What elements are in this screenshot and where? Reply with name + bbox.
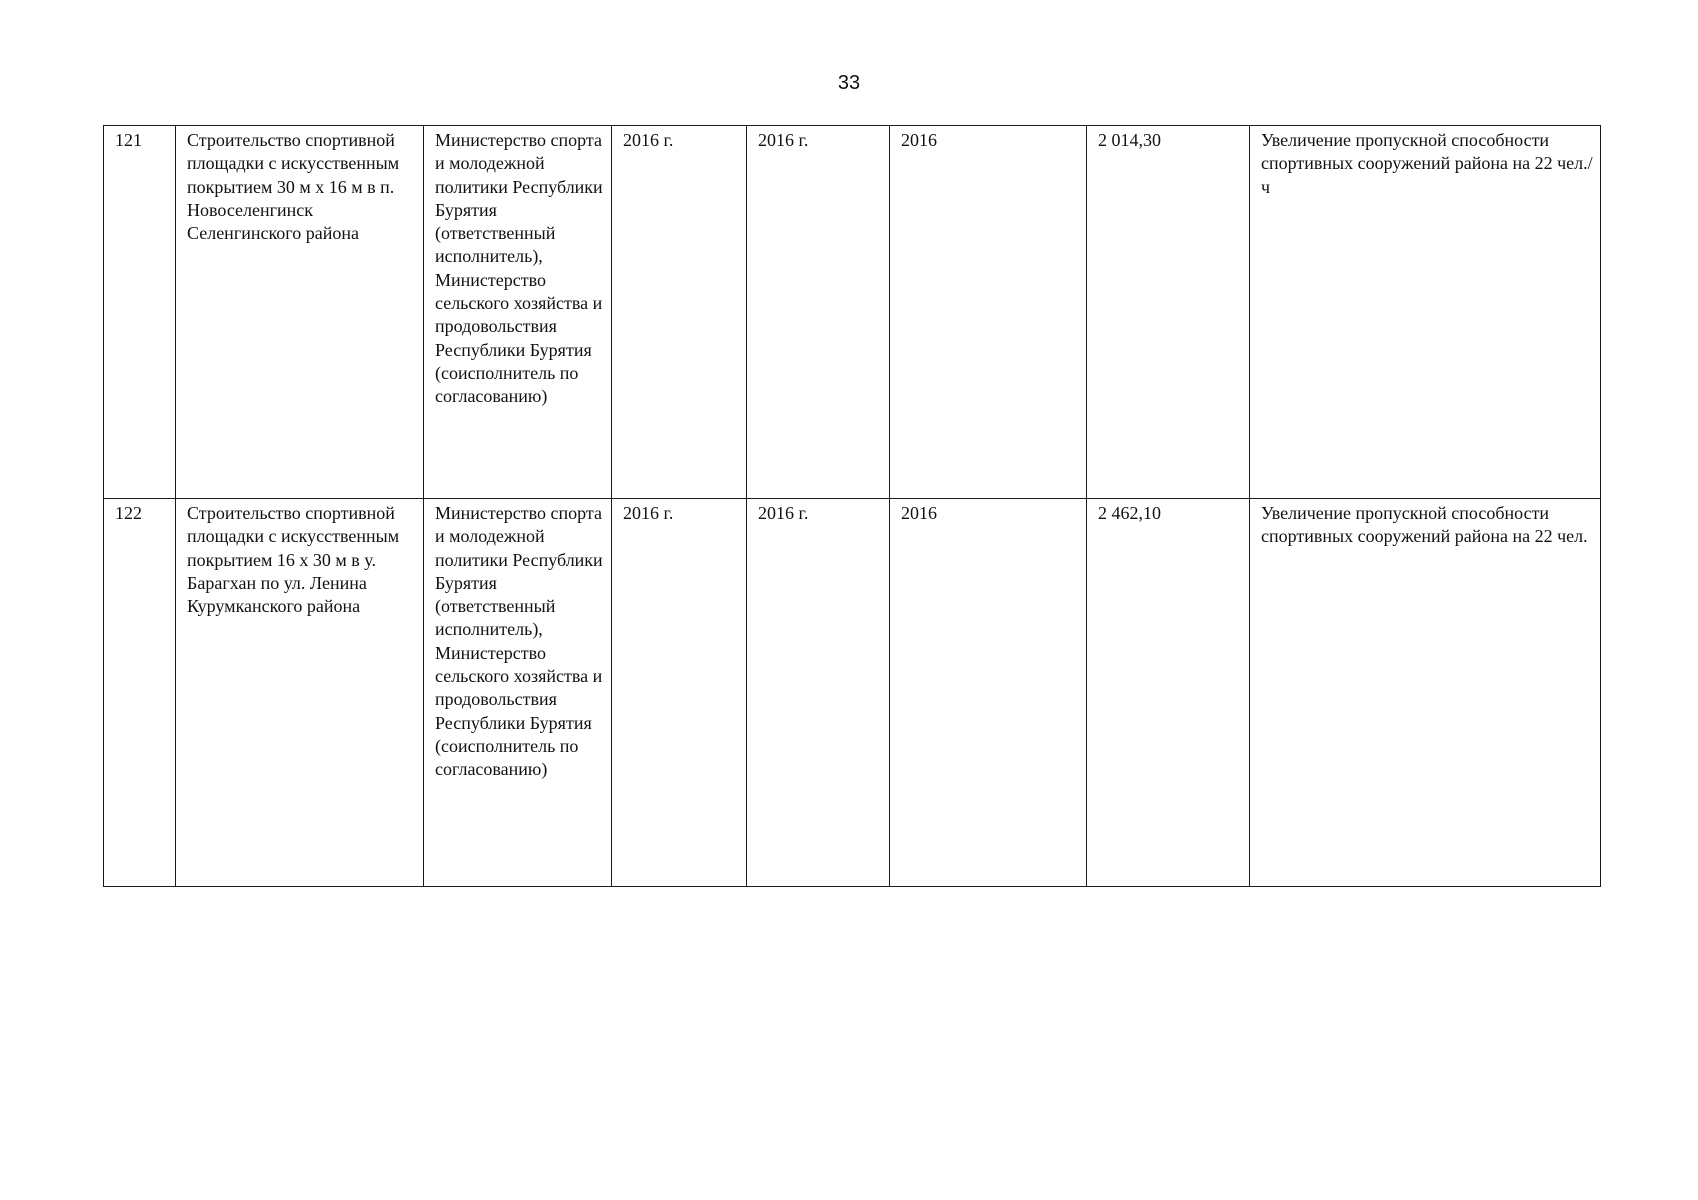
row-number-cell: 122 xyxy=(104,499,176,887)
end-date-cell: 2016 г. xyxy=(747,126,890,499)
amount-cell: 2 014,30 xyxy=(1087,126,1250,499)
amount-cell: 2 462,10 xyxy=(1087,499,1250,887)
year-cell: 2016 xyxy=(890,499,1087,887)
start-date-cell: 2016 г. xyxy=(612,126,747,499)
program-table xyxy=(103,125,1601,887)
table-row xyxy=(104,126,1601,499)
executor-cell: Министерство спорта и молодежной политики Республики Бурятия (ответственный исполнитель), Министерство сельского хозяйства и продовольствия Республики Бурятия (соисполнитель по согласованию) xyxy=(424,126,612,499)
result-cell: Увеличение пропускной способности спортивных сооружений района на 22 чел./ч xyxy=(1250,126,1601,499)
row-number-cell: 121 xyxy=(104,126,176,499)
table-row xyxy=(104,499,1601,887)
end-date-cell: 2016 г. xyxy=(747,499,890,887)
start-date-cell: 2016 г. xyxy=(612,499,747,887)
year-cell: 2016 xyxy=(890,126,1087,499)
project-name-cell: Строительство спортивной площадки с искусственным покрытием 30 м х 16 м в п. Новоселенгинск Селенгинского района xyxy=(176,126,424,499)
result-cell: Увеличение пропускной способности спортивных сооружений района на 22 чел. xyxy=(1250,499,1601,887)
executor-cell: Министерство спорта и молодежной политики Республики Бурятия (ответственный исполнитель), Министерство сельского хозяйства и продовольствия Республики Бурятия (соисполнитель по согласованию) xyxy=(424,499,612,887)
project-name-cell: Строительство спортивной площадки с искусственным покрытием 16 х 30 м в у. Барагхан по ул. Ленина Курумканского района xyxy=(176,499,424,887)
page-number: 33 xyxy=(837,72,861,94)
